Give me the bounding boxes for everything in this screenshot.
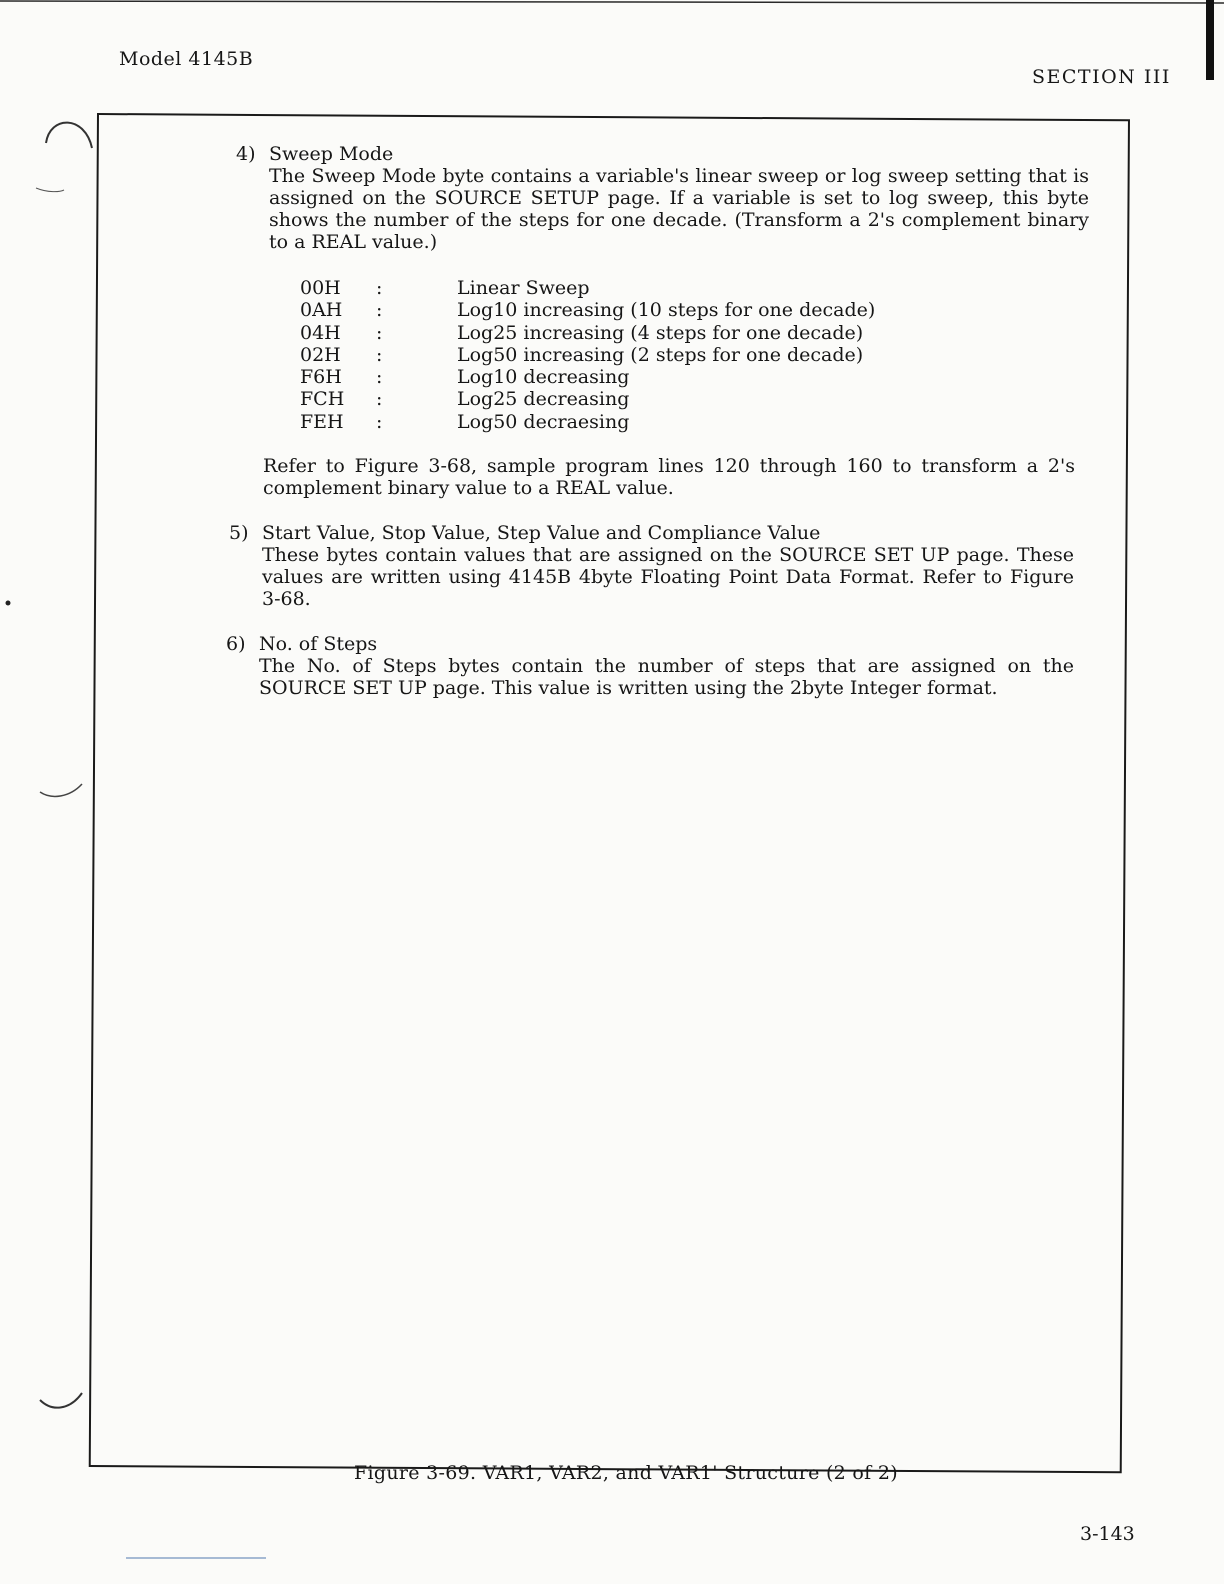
item-text: The Sweep Mode byte contains a variable's linear sweep or log sweep setting that is assigned on the SOURCE SETUP page. If a variable is set to log sweep, this byte shows the number of the steps for one decade. (Transform a 2's complement binary to a REAL value.)	[269, 165, 1089, 253]
description: Linear Sweep	[457, 277, 590, 299]
separator: :	[376, 410, 383, 433]
item-title: Sweep Mode	[269, 143, 394, 165]
figure-caption: Figure 3-69. VAR1, VAR2, and VAR1' Structure (2 of 2)	[354, 1462, 898, 1484]
code: FCH	[300, 388, 345, 411]
item-number: 5)	[229, 522, 249, 544]
description: Log10 increasing (10 steps for one decade)	[457, 299, 876, 322]
section-header: SECTION III	[1032, 66, 1171, 88]
item-number: 4)	[236, 143, 256, 165]
code: 02H	[300, 343, 341, 366]
code: FEH	[300, 410, 344, 433]
item-title: No. of Steps	[259, 633, 378, 655]
item-text: These bytes contain values that are assigned on the SOURCE SET UP page. These values are written using 4145B 4byte Floating Point Data Format. Refer to Figure 3-68.	[262, 544, 1074, 610]
separator: :	[376, 321, 383, 344]
item-text: The No. of Steps bytes contain the number of steps that are assigned on the SOURCE SET UP page. This value is written using the 2byte Integer format.	[259, 655, 1074, 699]
description: Log25 increasing (4 steps for one decade)	[457, 321, 864, 344]
page-number: 3-143	[1080, 1523, 1135, 1545]
code: 0AH	[300, 299, 343, 322]
separator: :	[376, 343, 383, 366]
code: F6H	[300, 366, 342, 389]
separator: :	[376, 366, 383, 389]
code: 04H	[300, 321, 341, 344]
separator: :	[376, 388, 383, 411]
description: Log50 increasing (2 steps for one decade)	[457, 343, 864, 366]
item-title: Start Value, Stop Value, Step Value and Compliance Value	[262, 522, 821, 544]
model-header: Model 4145B	[119, 48, 254, 70]
description: Log50 decraesing	[457, 410, 630, 433]
refer-paragraph: Refer to Figure 3-68, sample program lines 120 through 160 to transform a 2's complement binary value to a REAL value.	[263, 455, 1075, 499]
description: Log10 decreasing	[457, 366, 630, 389]
separator: :	[376, 277, 383, 299]
item-number: 6)	[226, 633, 246, 655]
code: 00H	[300, 277, 341, 299]
description: Log25 decreasing	[457, 388, 630, 411]
separator: :	[376, 299, 383, 322]
